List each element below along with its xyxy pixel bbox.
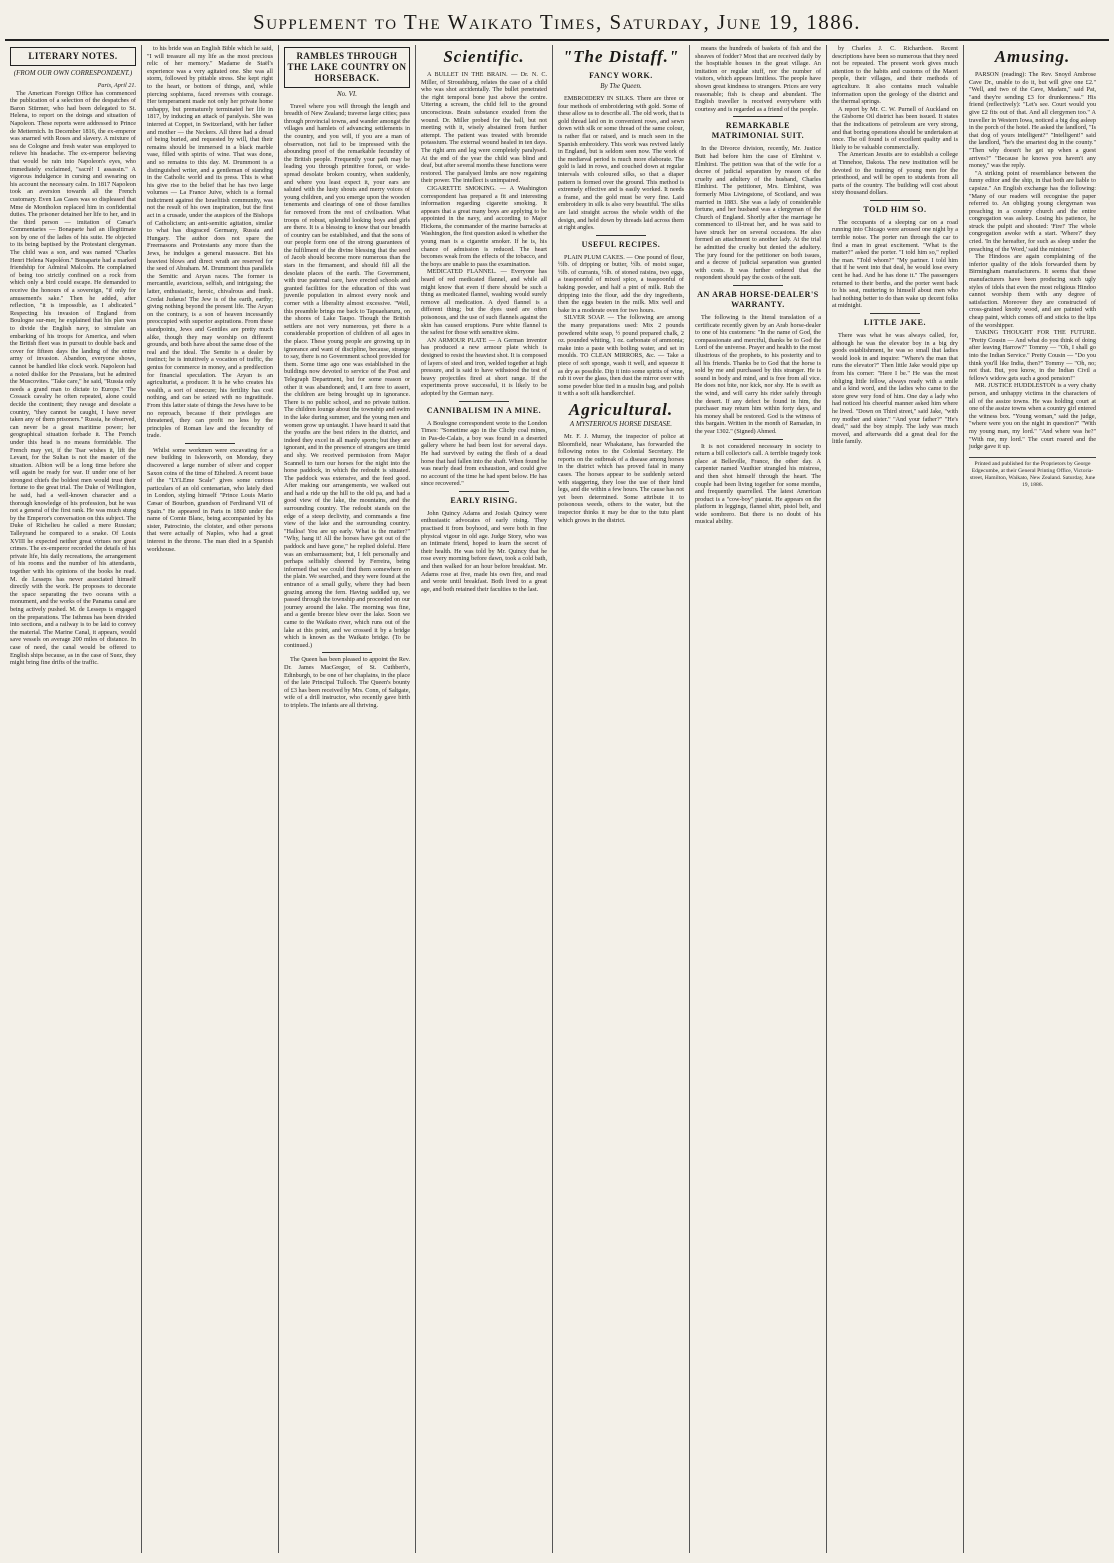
article-body: means the hundreds of baskets of fish and the sheaves of fodder? Most that are received daily by the hospitable houses in the great village. An imitation or regular stuff, nor the number of visitors, which appears limitless. The people have shown great kindness to strangers. Prices are very reasonable; fish is cheap and abundant. The English traveller is received everywhere with courtesy and is regarded as a friend of the people.	[695, 45, 821, 113]
article-body: There was what he was always called, for, although he was the elevator boy in a big dry goods establishment, he was so small that ladies would look in and inquire: "Where's the man that runs the elevator?" Then little Jake would pipe up from his corner: "Here I be." He was the most obliging little fellow, always ready with a smile and a kind word, and the ladies who came to the store grew very fond of him. One day a lady who had noticed his cheerful manner asked him where he lived. "Down on Third street," said Jake, "with my mother and sister." "And your father?" "He's dead," said the boy simply. The lady was much moved, and afterwards did a great deal for the little family.	[832, 332, 958, 446]
byline: By The Queen.	[600, 82, 642, 90]
article-body: The American Foreign Office has commenced the publication of a selection of the despatches of Baron Stürmer, who had been delegated to St. Helena, to report on the doings and situation of Napoleon. These reports were addressed to Prince de Metternich. In December 1816, the ex-emperor was snarned with Roses and slavery. A mixture of sea de Cologne and fresh water was employed to relieve his headache. The ex-emperor believing that would be rain into Napoleon's eyes, who immediately exclaimed, "sacré! I assassin." A vigorous indulgence in cursing and swearing on his account the necessary calm. In 1817 Napoleon took an aversion towards all the French customary. Even Las Cases was so displeased that Mme de Montholon replaced him in confidential duties. The prisoner detained her life to her, and in the third person — imitation of Cæsar's Commentaries — Bonaparte had an illegitimate son by one of the ladies of his suite. He objected to its being baptised by the Protestant clergyman. The child was a son, and was named "Charles Henri Helena Napoléon." Bonaparte had a marked friendship for Admiral Malcolm. He complained of being too strictly confined on a rock from which only a bird could escape. He demanded to receive the honours of a sovereign, "if only for amusement's sake." Then he added, after reflection, "it is impossible, as I abdicated." Respecting his invasion of England from Boulogne sur-mer, he explained that his plan was to divide the English navy, to simulate an embarking of his troops for America, and when the British fleet was in pursuit to double back and cover for fifteen days the landing of the entire army of invasion. Abandon, everyone shows, cannot be handled like clock work. Napoleon had a noted dislike for the Prussians, but he admired the Muscovites. "Take care," he said, "Russia only needs a grand man to dictate to Europe." The Cossack cavalry he often repeated, alone could decide the continent; they ravage and desolate a country, "they cannot be caught, I have never taken any of them prisoners." Russia, he observed, can never be a great maritime power; her geographical situation forbade it. The French under this head is no means formidable. The French may yet, if the Tsar wishes it, lift the Levant, for the Sultan is not the master of the situation. Albion will be a long time before she will again be ready for war. If under one of her strongest chiefs the boldest men would trust their fortune to the great trial. The Duke of Wellington, he said, had a well-known character and a thorough knowledge of his profession, but he was not a general of the first rank. He was much stung by the Emperor's conversation on this subject. The Duke of Richelieu he called a mere Russian; Talleyrand he compared to a snake. Of Louis XVIII he expected neither great virtues nor great crimes. The ex-emperor recorded the details of his private life, his daily recreations, the arrangement of his rooms and the number of his attendants, together with his opinions of the books he read. M. de Lesseps has never associated himself directly with the work. He proposes to decorate the space separating the two oceans with a monument, and the works of the Panama canal are being actively pushed. M. de Lesseps is engaged on the preparations. The Isthmus has been divided into sections, and a railway is to be laid to convey the material. The Marine Canal, it appears, would save vessels on average 200 miles of distance. In case of need, the canal would be offered to English ships because, as in the case of Suez, they might bring fine drifts of the traffic.	[10, 89, 136, 667]
article-body: EMBROIDERY IN SILKS. There are three or four methods of embroidering with gold. Some of these allow us to describe all. The old work, that is gold thread laid on in convenient rows, and sewn down with silk or some thread of the same colour, is rather flat or raised, and is much seen in the Spanish embroidery. This work was revived lately in England, but is seldom seen now. The work of the mediæval period is much more elaborate. The gold is laid in rows, and couched down at regular intervals with coloured silks, so that a diaper pattern is formed over the ground. This method is extremely effective and is easily worked. It needs a frame, and the gold must be very fine. Laid embroidery in silk is also very beautiful. The silks are laid straight across the whole width of the design, and held down by threads laid across them at right angles.	[558, 95, 684, 232]
subsection-header	[421, 491, 547, 506]
article-body: The occupants of a sleeping car on a road running into Chicago were aroused one night by a terrible noise. The porter ran through the car to find a man in great excitement. "What is the matter?" asked the porter. "I told him so," replied the man. "Told whom?" "My partner. I told him that if he went into that deal, he would lose every cent he had. And he has done it." The passengers returned to their berths, and the porter went back to his seat, muttering to himself about men who had nothing better to do than wake up decent folks at midnight.	[832, 218, 958, 310]
divider	[459, 401, 509, 402]
subsection-header	[421, 401, 547, 416]
section-heading: Agricultural.	[568, 399, 674, 419]
subsection-header	[558, 235, 684, 250]
agricultural-header	[558, 400, 684, 429]
article-body: The American Jesuits are to establish a college at Tinnehoe, Dakota. The new institution will be devoted to the training of young men for the priesthood, and will be open to students from all parts of the country. The building will cost about sixty thousand dollars.	[832, 151, 958, 197]
column-5	[553, 45, 690, 1553]
article-body: A BULLET IN THE BRAIN. — Dr. N. C. Miller, of Stroudsburg, relates the case of a child who was shot accidentally. The bullet penetrated the right temporal bone just above the centre. Uttering a scream, the child fell to the ground unconscious. Brain substance exuded from the wound. Dr. Miller probed for the ball, but not meeting with it, wisely abstained from further attempt. The patient was treated with bromide potassium. The external wound healed in ten days. The right arm and leg were completely paralysed. At the end of the year the child was blind and deaf, but after several months these functions were restored. The paralysed limbs are now regaining their power. The intellect is unimpaired.	[421, 71, 547, 185]
article-body: MEDICATED FLANNEL. — Everyone has heard of red medicated flannel, and while all might know that even if there should be such a thing as medicated flannel, washing would surely remove all medication. A dyed flannel is a different thing; but the dyes used are often poisonous, and the use of such flannels against the skin has caused eruptions. Pure white flannel is the safest for those with sensitive skins.	[421, 268, 547, 337]
article-body: A Boulogne correspondent wrote to the London Times: "Sometime ago in the Clichy coal mines, in Pas-de-Calais, a boy was found in a deserted gallery where he had been lost for several days. He had survived by eating the flesh of a dead horse that had fallen into the shaft. When found he was nearly dead from exhaustion, and could give no account of the time he had spent below. He has since recovered."	[421, 419, 547, 488]
subsection-heading: CANNIBALISM IN A MINE.	[426, 405, 542, 415]
article-body: The following is the literal translation of a certificate recently given by an Arab horse-dealer to one of his customers: "In the name of God, the compassionate and merciful, thanks be to God the Lord of the universe. Prayer and health to the most illustrious of the prophets, to his posterity and to all his friends. Thanks be to God that the horse is sold by me and purchased by this stranger. He is sound in body and mind, and is free from all vice. He does not bite, nor kick, nor shy. He is swift as the wind, and will carry his rider safely through the desert. If any defect be found in him, the purchaser may return him within forty days, and his money shall be restored. God is the witness of this bargain. Written in the month of Ramadan, in the year 1302." (Signed) Ahmed.	[695, 314, 821, 435]
article-body: by Charles J. C. Richardson. Recent descriptions have been so numerous that they need not be repeated. The present work gives much attention to the habits and customs of the Maori people, their villages, and their methods of agriculture. It also contains much valuable information upon the geology of the district and the thermal springs.	[832, 45, 958, 106]
column-heading: RAMBLES THROUGH THE LAKE COUNTRY ON HORSEBACK.	[284, 47, 410, 88]
article-body: A report by Mr. C. W. Purnell of Auckland on the Gisborne Oil district has been issued. It states that the indications of petroleum are very strong, and that boring operations should be undertaken at once. The oil found is of excellent quality and is likely to be valuable commercially.	[832, 105, 958, 151]
column-7	[827, 45, 964, 1553]
section-heading: Scientific.	[443, 47, 525, 66]
distaff-header	[558, 47, 684, 91]
divider	[870, 200, 920, 201]
divider	[733, 439, 783, 440]
subsection-heading: TOLD HIM SO.	[863, 204, 927, 214]
article-body: to his bride was an English Bible which he said, "I will treasure all my life as the most precious relic of her memory." Madame de Staël's experience was a very agitated one. She was all storm, followed by pitiable stress. She kept right to the heart, or bottom of things, and, while piercing sophisms, faced reverses with courage. Her temperament made not only her private home unhappy, but prematurely terminated her life in 1817, by inducing an attack of paralysis. She was interred at Coppet, in Switzerland, with her father and mother — the Neckers. All three had a dread of being buried, and requested by will, that their remains should be immersed in a black marble vase, filled with spirits of wine. That was done, and so remains to this day. M. Drummont is a distinguished writer, and a gentleman of standing in the Catholic world and its press. This is what his give rise to the belief that he has two large volumes — La France Juive, which is a formal indictment against the Israelitish community, was not the result of his own inspiration, but the first act in a crusade, under the auspices of the Bishops of Catholicism; an anti-semitic agitation, similar to what has disgraced Germany, Russia and Hungary. The author does not spare the Freemasons and Protestants any more than the Jews, he indulges a general massacre. But his heaviest blows and direct wrath are reserved for the seed of Abraham. M. Drummont thus parallels the Semitic and Aryan races. The former is mercantile, avaricious, selfish, and intriguing; the latter, enthusiastic, heroic, chivalrous and frank. Credat Judæus! The Jew is of the earth, earthy; giving nothing beyond the present life. The Aryan on the contrary, is a son of heaven incessantly preoccupied with superior aspirations. From these standpoints, Jews and Gentiles are pretty much alike, though they may worship on different grounds, and both have about the same dose of the real and the ideal. The Semite is a dealer by instinct; he is intuitively a vocation of traffic, the genius for commerce in money, and a predilection for financial speculation. The Aryan is an agriculturist, a producer. It is he who creates his wealth, a sort of sinecure; his fertility has cost nothing, and can be seized with no ingratitude. From this latter state of things the Jews have to be no reproach, because if their privileges are threatened, they can profit no less by the principles of Roman law and the fecundity of trade.	[147, 45, 273, 440]
article-body: It is not considered necessary in society to return a bill collector's call. A terrible tragedy took place at Belleville, France, the other day. A carpenter named Vauthier strangled his mistress, and then shot himself through the heart. The couple had been living together for some months, and frequently quarrelled. The latest American product is a "cow-boy" pianist. He appears on the platform in leggings, flannel shirt, pistol belt, and wide sombrero. But there is no doubt of his musical ability.	[695, 442, 821, 526]
article-body: SILVER SOAP. — The following are among the many preparations used: Mix 2 pounds powdered white soap, ½ pound prepared chalk, 2 oz. pounded whiting, 1 oz. carbonate of ammonia; make into a paste with boiling water, and set in moulds. TO CLEAN MIRRORS, &c. — Take a piece of soft sponge, wash it well, and squeeze it as dry as possible. Dip it into some spirits of wine, rub it over the glass, then dust the mirror over with some powder blue tied in a muslin bag, and polish it with a soft silk handkerchief.	[558, 314, 684, 398]
article-body: PARSON (reading): The Rev. Snoyd Ambrose Cave Dr., unable to do it, but will give one £2." "Well, and two of the Cave, Madam," said Pat, "and they're sending £3 for drunkenness." His friend (reflectively): "Let's see. Court would you give £2 fits out of that. And all clergymen too." A traveller in Western Iowa, noticed a big dog asleep in the porch of the hotel. He asked the landlord, "Is that dog of yours intelligent?" "Intelligent!" said the landlord, "he's the smartest dog in the county." "Then why doesn't he get up when a guest arrives?" "Because he knows you haven't any money," was the reply.	[969, 71, 1096, 170]
divider	[322, 652, 372, 653]
divider	[870, 313, 920, 314]
divider	[596, 235, 646, 236]
subsection-heading: USEFUL RECIPES.	[581, 239, 661, 249]
article-body: John Quincy Adams and Josiah Quincy were enthusiastic advocates of early rising. They practised it from boyhood, and were both in fine physical vigour in old age. Judge Story, who was an intimate friend, hoped to learn the secret of their health. He was told by Mr. Quincy that he rose every morning before dawn, took a cold bath, and then walked for an hour before breakfast. Mr. Adams rose at five, made his own fire, and read and wrote until breakfast. Both lived to a great age, and both retained their faculties to the last.	[421, 509, 547, 593]
section-heading: "The Distaff."	[562, 47, 680, 66]
divider	[185, 443, 235, 444]
dateline: Paris, April 21.	[97, 82, 136, 89]
article-body: Mr. F. J. Murray, the inspector of police at Bloomfield, near Whakatane, has forwarded the following notes to the Colonial Secretary. He reports on the outbreak of a disease among horses in the district which has proved fatal in many cases. The horses appear to be suddenly seized with staggering, they lose the use of their hind legs, and die within a few hours. The cause has not yet been determined. Some attribute it to poisonous weeds, others to the water, but the inspector thinks it may be due to the tutu plant which grows in the district.	[558, 432, 685, 524]
installment-number: No. VI.	[336, 90, 358, 98]
article-body: The Queen has been pleased to appoint the Rev. Dr. James MacGregor, of St. Cuthbert's, Edinburgh, to be one of her chaplains, in the place of the late Principal Tulloch. The Queen's bounty of £3 has been received by Mrs. Conn, of Saltgate, wife of a drill instructor, who recently gave birth to triplets. The infants are all thriving.	[284, 656, 410, 709]
subsection-heading: EARLY RISING.	[450, 495, 518, 505]
literary-notes-header	[10, 47, 136, 78]
subsection-header	[832, 313, 958, 328]
column-8	[964, 45, 1101, 1553]
article-body: "A striking point of resemblance between the funny editor and the ship, in that both are liable to capsize." An English exchange has the following: "Many of our readers will recognise the paper referred to. An obliging young clergyman was preaching in a country church and the entire congregation was asleep. Losing his patience, he struck the pulpit and shouted: 'Fire!' The whole congregation awoke with a start. 'Where?' they cried. 'In the hereafter, for such as sleep under the preaching of the Word,' said the minister."	[969, 169, 1096, 253]
amusing-header	[969, 47, 1096, 67]
article-body: AN ARMOUR PLATE — A German inventor has produced a new armour plate which is designed to resist the heaviest shot. It is composed of layers of steel and iron, welded together at high pressure, and is said to have withstood the test of heavy projectiles fired at short range. If the experiments prove successful, it is likely to be adopted by the German navy.	[421, 336, 547, 397]
rambles-header	[284, 47, 410, 99]
article-body: MR. JUSTICE HUDDLESTON is a very chatty person, and unhappy victims in the characters of all of the assize towns. He was holding court at one of the assize towns when a country girl entered the witness box. "Young woman," said the judge, "where were you on the night in question?" "With my young man, my lord." "And where was he?" "With me, my lord." The court roared and the judge gave it up.	[969, 382, 1096, 451]
column-subheading: (FROM OUR OWN CORRESPONDENT.)	[13, 69, 133, 77]
article-body: Whilst some workmen were excavating for a new building in Islesworth, on Monday, they discovered a large number of silver and copper Saxon coins of the time of Ethelred. A recent issue of the "LYLEme Scale" gives some curious particulars of an old centenarian, who lately died in London, styling himself "Prince Louis Mario Cæsar of Bourbon, grandson of Ferdinand VII of Spain." He appeared in Paris in 1860 under the name of Comte Blanc, being accompanied by his sister, Patrocinio, the cloister, and other persons that were actually of Naples, who had a great interest in the throne. The man died in a Spanish workhouse.	[147, 446, 273, 553]
printer-imprint: Printed and published for the Proprietors by George Edgecumbe, at their General Printing Office, Victoria-street, Hamilton, Waikato, New Zealand. Saturday, June 19, 1886.	[969, 457, 1096, 489]
article-body: PLAIN PLUM CAKES. — One pound of flour, ½lb. of dripping or butter, ½lb. of moist sugar, ½lb. of currants, ½lb. of stoned raisins, two eggs, a teaspoonful of mixed spice, a teaspoonful of baking powder, and half a pint of milk. Rub the dripping into the flour, add the dry ingredients, then the eggs beaten in the milk. Mix well and bake in a moderate oven for two hours.	[558, 253, 684, 314]
subsection-header	[695, 285, 821, 310]
subsection-heading: REMARKABLE MATRIMONIAL SUIT.	[711, 121, 805, 141]
column-4	[416, 45, 553, 1553]
newspaper-page	[5, 5, 1109, 1553]
article-body: CIGARETTE SMOKING. — A Washington correspondent has prepared a fit and interesting information regarding cigarette smoking. It appears that a great many boys are applying to be appointed in the navy, and according to Major Hickens, the commander of the marine barracks at Washington, the first question asked is whether the young man is a cigarette smoker. If he is, his chance of admission is reduced. The heart becomes weak from the effects of the tobacco, and the boys are unable to pass the examination.	[421, 184, 547, 268]
subsection-header	[832, 200, 958, 215]
section-heading: Amusing.	[994, 47, 1071, 66]
article-body: In the Divorce division, recently, Mr. Justice Butt had before him the case of Elmhirst v. Elmhirst. The petition was that of the wife for a decree of judicial separation by reason of the cruelty and adultery of the husband, Charles Elmhirst. The petitioner, Mrs. Elmhirst, was formerly Miss Livingstone, of Scotland, and was married in 1883. She was a lady of considerable fortune, and her husband was a clergyman of the Church of England. Shortly after the marriage he commenced to ill-treat her, and he was said to have struck her on several occasions. He also formed an attachment to another lady. At the trial he admitted the cruelty but denied the adultery. The jury found for the petitioner on both issues, and a decree of judicial separation was granted with costs. It was further ordered that the respondent should pay the costs of the suit.	[695, 145, 821, 282]
column-1	[5, 45, 142, 1553]
subsection-heading: AN ARAB HORSE-DEALER'S WARRANTY.	[697, 290, 819, 310]
article-body: The Hindoos are again complaining of the inferior quality of the idols forwarded them by Birmingham manufacturers. It seems that these manufacturers have been producing such ugly styles of idols that even the most religious Hindoo cannot worship them with any degree of satisfaction. Moreover they are constructed of cross-grained knotty wood, and are painted with cheap paint, which comes off and sticks to the lips of the worshipper.	[969, 253, 1096, 329]
column-3	[279, 45, 416, 1553]
masthead: Supplement to The Waikato Times, Saturday, June 19, 1886.	[5, 5, 1109, 41]
article-body: TAKING THOUGHT FOR THE FUTURE. "Pretty Cousin — And what do you think of doing after leaving Harrow?" Tommy — "Oh, I shall go into the Indian Service." Pretty Cousin — "Do you think you'll like India, then?" Tommy — "Oh, no; not that. But, you know, in the Indian Civil a fellow's widow gets such a good pension!"	[969, 329, 1096, 382]
subsection-header	[695, 116, 821, 141]
subsection-heading: LITTLE JAKE.	[863, 318, 927, 327]
divider	[733, 116, 783, 117]
divider	[733, 285, 783, 286]
columns	[5, 45, 1109, 1553]
scientific-header	[421, 47, 547, 67]
section-subheading: A MYSTERIOUS HORSE DISEASE.	[569, 419, 673, 428]
section-subheading: FANCY WORK.	[589, 71, 653, 80]
column-6	[690, 45, 827, 1553]
divider	[459, 491, 509, 492]
column-heading: LITERARY NOTES.	[10, 47, 136, 66]
column-2	[142, 45, 279, 1553]
article-body: Travel where you will through the length and breadth of New Zealand; traverse large cities; pass through provincial towns, and wander amongst the villages and hamlets of advancing settlements in the country, and you will, if you are a man of observation, not fail to be impressed with the abounding proof of the remarkable fecundity of the British people. Frequently your path may be leading you through primitive forest, or wide-spread desolate broken country, when suddenly, and where you least expect it, your ears are saluted with the lusty shouts and merry voices of young children, and you emerge upon the wooden tenements and clearings of one of those families far removed from the rest of civilisation. What troops of robust, splendid looking boys and girls are there. It is a blessing to know that our breadth of country can be established, and that the sons of our people form one of the strong guarantees of the fulfilment of the divine blessing that the seed of Jacob should become more numerous than the stars in the firmament, and should fill all the desolate places of the earth. The Government, with true paternal care, have erected schools and granted facilities for the education of this vast juvenile population in almost every nook and corner with a liberality almost excessive. "Well, this preamble brings me back to Tapuaeharuru, on the shores of Lake Taupo. Though the British settlers are not very numerous, yet there is a considerable proportion of children of all ages in the place. These young people are growing up in ignorance and want of discipline, because, strange to say, there is no Government school provided for them. Some time ago one was established in the buildings now devoted to service of the Post and Telegraph Department, but for some reason or other it was abandoned; and, I am free to assert, the children are being brought up in ignorance. There is no public school, and no private tuition. The children lounge about the township and swim in the lake during summer, and the young men and women grow up untaught. I have heard it said that the youths are the best riders in the district, and indeed they excel in all manly sports; but they are ignorant, and in the presence of strangers are timid and shy. We received permission from Major Scannell to turn our horses for the night into the horse paddock, in which the redoubt is situated. The paddock was extensive, and the feed good. After making our arrangements, we walked out and had a ride up the hill to the old pa, and had a good view of the lake, the mountains, and the surrounding country. The redoubt stands on the edge of a steep declivity, and commands a fine view of the lake and the surrounding country. "Halloa! You are up early. What is the matter?" "Why, hang it! All the horses have got out of the paddock and have gone," he replied doleful. Here was an embarrassment; but, I felt personally and perhaps selfishly cheered by Ferreira, being informed that we could find them somewhere on the plain. We searched, and they were found at the entrance of a small gully, where they had been grazing among the fern. Having saddled up, we passed through the township and proceeded on our journey around the lake. The morning was fine, and a gentle breeze blew over the lake. Soon we came to the Waikato river, which runs out of the lake at this point, and we crossed it by a bridge which is known as the Waikato bridge. (To be continued.)	[284, 102, 410, 649]
